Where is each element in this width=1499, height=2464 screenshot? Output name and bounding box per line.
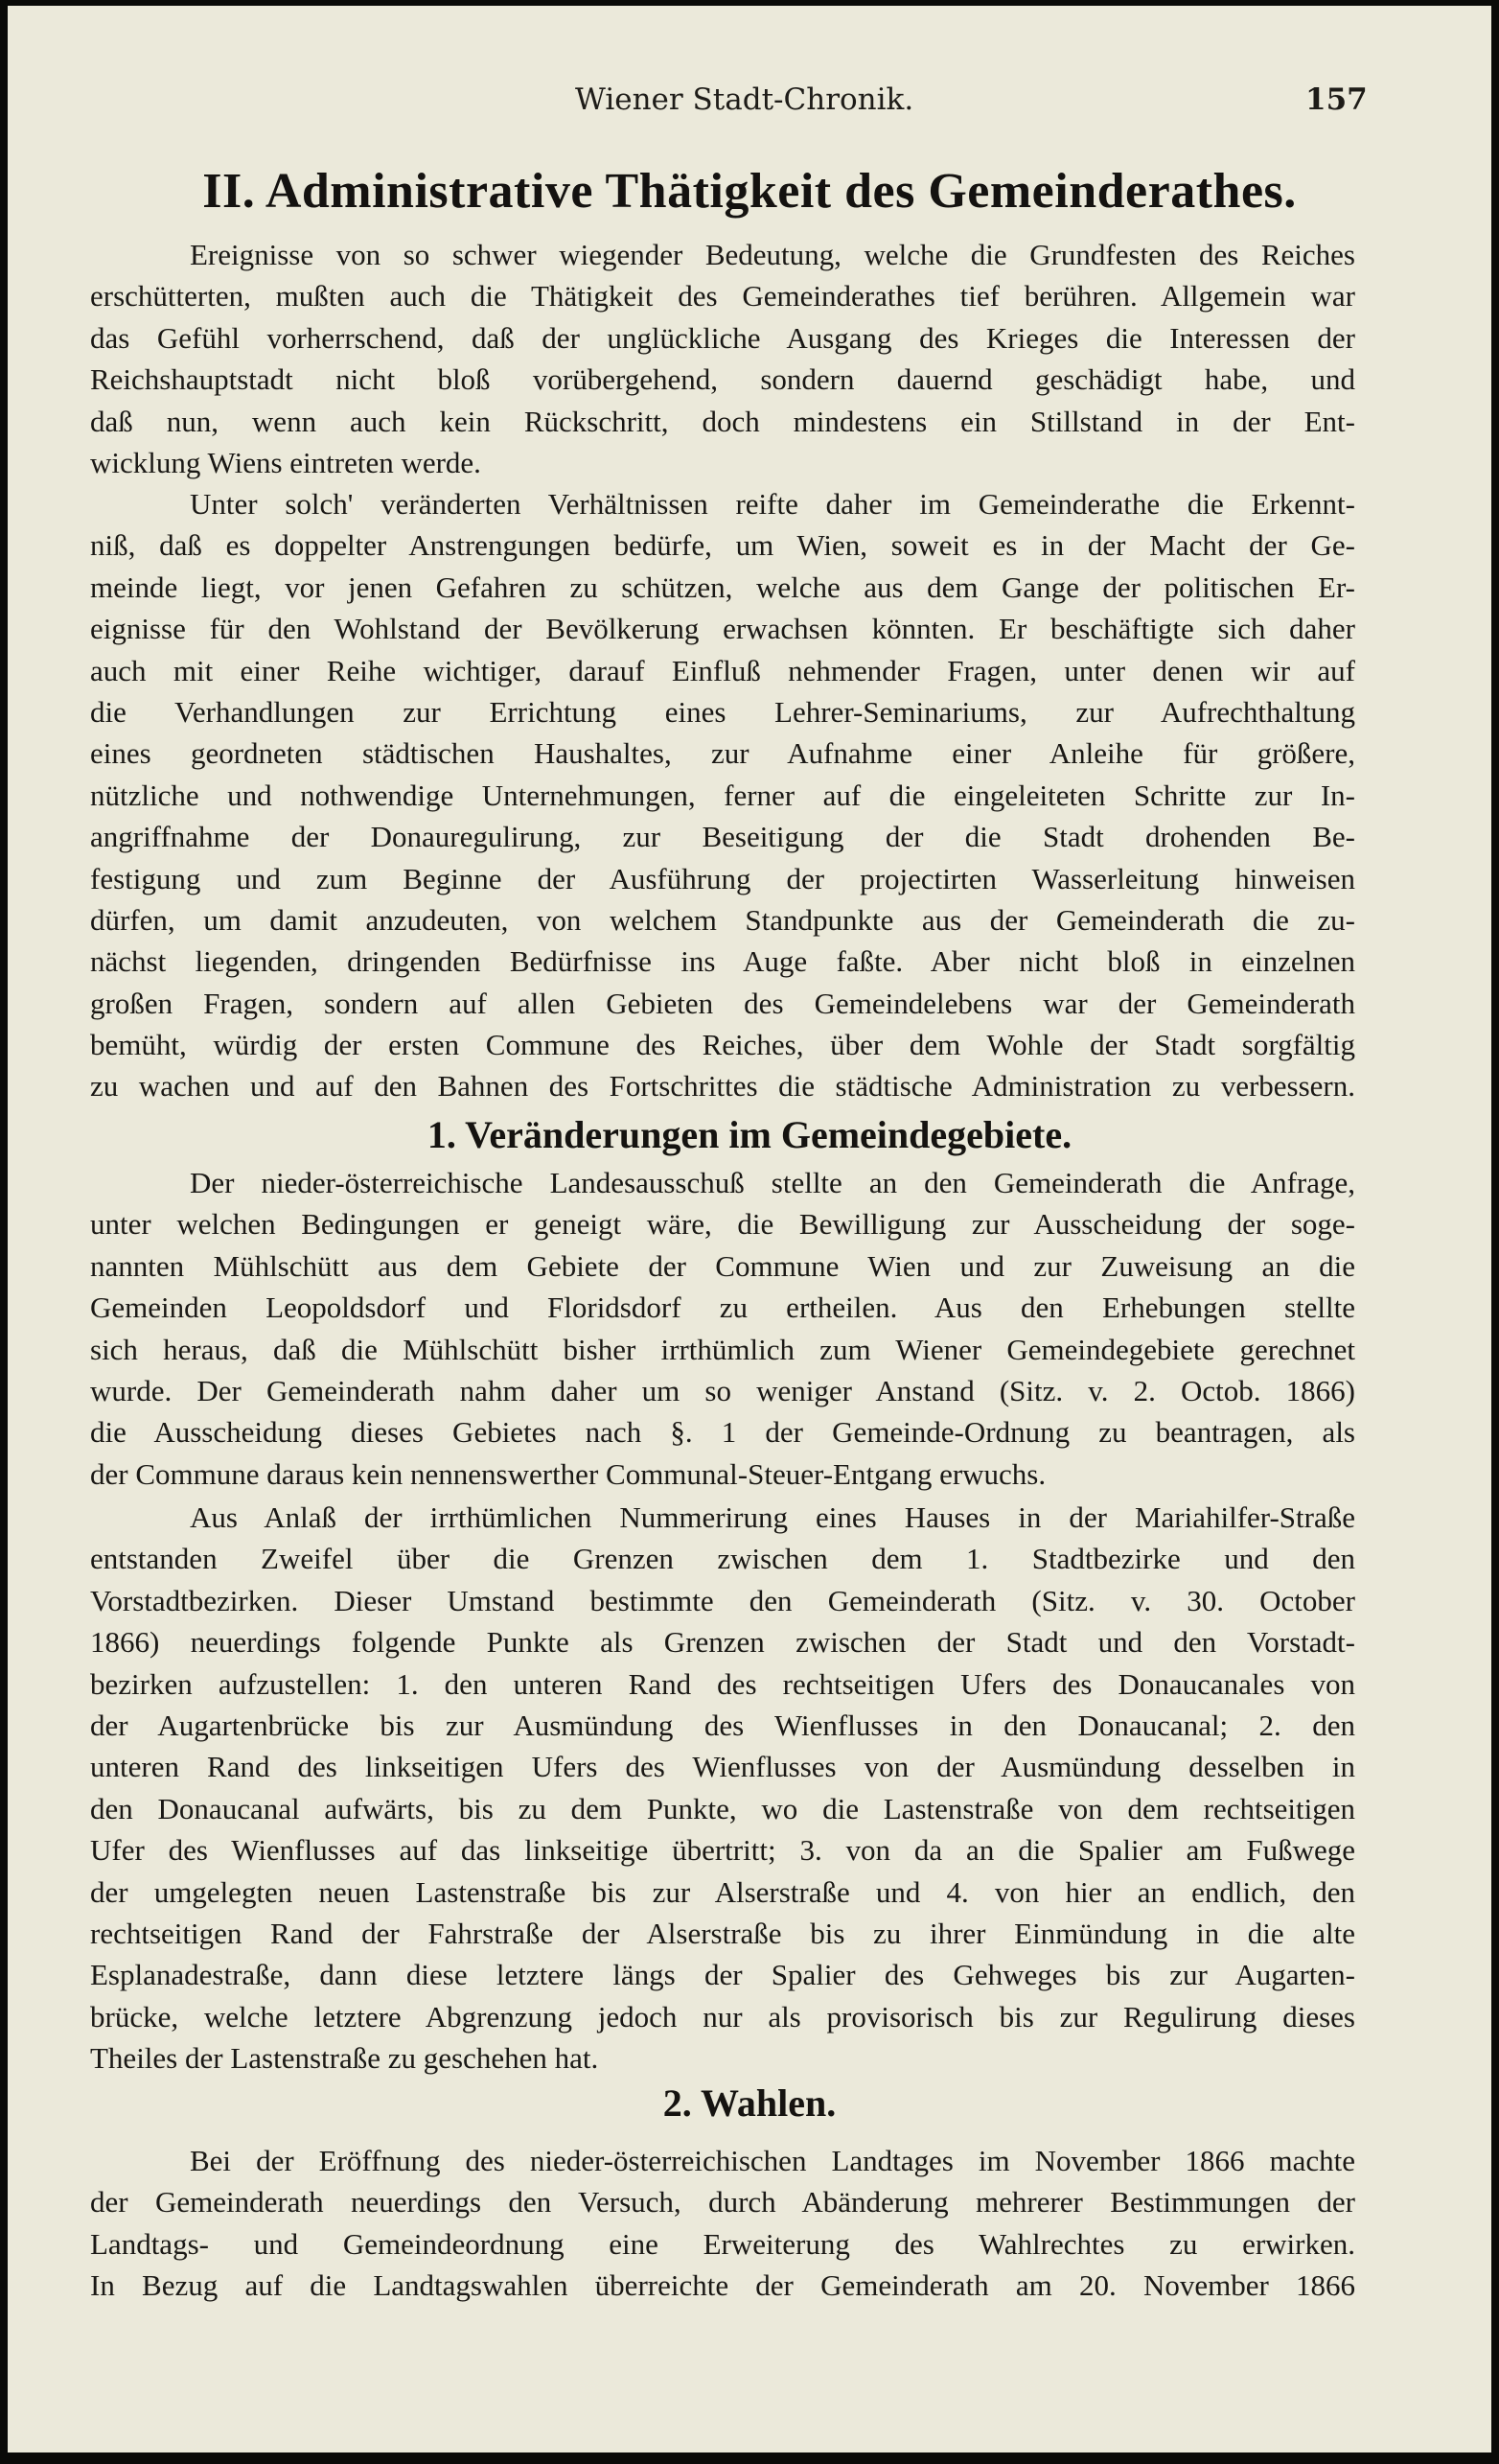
text-line: der umgelegten neuen Lastenstraße bis zur Alserstraße und 4. von hier an endlich, den [90,1874,1355,1909]
paragraph-5 [90,2140,1355,2307]
text-line: wurde. Der Gemeinderath nahm daher um so weniger Anstand (Sitz. v. 2. Octob. 1866) [90,1373,1355,1407]
text-line: unteren Rand des linkseitigen Ufers des Wienflusses von der Ausmündung desselben in [90,1750,1355,1784]
text-line: Aus Anlaß der irrthümlichen Nummerirung eines Hauses in der Mariahilfer-Straße [190,1500,1355,1534]
text-line: Der nieder-österreichische Landesausschuß stellte an den Gemeinderath die Anfrage, [190,1166,1355,1199]
text-line: wicklung Wiens eintreten werde. [90,445,481,479]
text-line: meinde liegt, vor jenen Gefahren zu schützen, welche aus dem Gange der politischen Er- [90,570,1355,604]
text-line: Ereignisse von so schwer wiegender Bedeutung, welche die Grundfesten des Reiches [190,238,1355,271]
section-heading-2: 2. Wahlen. [662,2081,837,2125]
text-line: nannten Mühlschütt aus dem Gebiete der Commune Wien und zur Zuweisung an die [90,1248,1355,1283]
text-line: rechtseitigen Rand der Fahrstraße der Alserstraße bis zu ihrer Einmündung in die alte [90,1916,1355,1950]
text-line: der Augartenbrücke bis zur Ausmündung des Wienflusses in den Donaucanal; 2. den [90,1708,1355,1742]
text-line: festigung und zum Beginne der Ausführung der projectirten Wasserleitung hinweisen [90,861,1355,895]
text-line: zu wachen und auf den Bahnen des Fortschrittes die städtische Administration zu verbessern. [90,1069,1355,1104]
text-line: der Commune daraus kein nennenswerther Communal-Steuer-Entgang erwuchs. [90,1456,1047,1491]
paragraph-4 [90,1497,1355,2079]
text-line: sich heraus, daß die Mühlschütt bisher irrthümlich zum Wiener Gemeindegebiete gerechnet [90,1332,1355,1366]
text-line: die Verhandlungen zur Errichtung eines Lehrer-Seminariums, zur Aufrechthaltung [90,694,1355,729]
text-line: Esplanadestraße, dann diese letztere längs der Spalier des Gehweges bis zur Augarten- [90,1958,1355,1992]
text-line: unter welchen Bedingungen er geneigt wäre, die Bewilligung zur Ausscheidung der soge- [90,1207,1355,1242]
text-line: der Gemeinderath neuerdings den Versuch, durch Abänderung mehrerer Bestimmungen der [90,2185,1355,2220]
text-line: niß, daß es doppelter Anstrengungen bedürfe, um Wien, soweit es in der Macht der Ge- [90,528,1355,563]
text-line: das Gefühl vorherrschend, daß der unglückliche Ausgang des Krieges die Interessen der [90,320,1355,355]
text-line: In Bezug auf die Landtagswahlen überreichte der Gemeinderath am 20. November 1866 [90,2268,1355,2303]
text-line: Ufer des Wienflusses auf das linkseitige übertritt; 3. von da an die Spalier am Fußwege [90,1833,1355,1868]
text-line: bemüht, würdig der ersten Commune des Reiches, über dem Wohle der Stadt sorgfältig [90,1028,1355,1062]
text-line: die Ausscheidung dieses Gebietes nach §. 1 der Gemeinde-Ordnung zu beantragen, als [90,1415,1355,1450]
text-line: dürfen, um damit anzudeuten, von welchem Standpunkte aus der Gemeinderath die zu- [90,902,1355,937]
paragraph-2 [90,483,1355,1107]
text-line: den Donaucanal aufwärts, bis zu dem Punkte, wo die Lastenstraße von dem rechtseitigen [90,1791,1355,1825]
text-line: 1866) neuerdings folgende Punkte als Grenzen zwischen der Stadt und den Vorstadt- [90,1625,1355,1660]
text-line: bezirken aufzustellen: 1. den unteren Rand des rechtseitigen Ufers des Donaucanales von [90,1666,1355,1701]
text-line: Gemeinden Leopoldsdorf und Floridsdorf zu ertheilen. Aus den Erhebungen stellte [90,1290,1355,1325]
text-line: eines geordneten städtischen Haushaltes, zur Aufnahme einer Anleihe für größere, [90,736,1355,771]
text-line: Landtags- und Gemeindeordnung eine Erweiterung des Wahlrechtes zu erwirken. [90,2226,1355,2261]
text-line: angriffnahme der Donauregulirung, zur Beseitigung der die Stadt drohenden Be- [90,820,1355,854]
running-title: Wiener Stadt-Chronik. [575,82,914,117]
text-line: großen Fragen, sondern auf allen Gebieten des Gemeindelebens war der Gemeinderath [90,986,1355,1020]
paragraph-3 [90,1162,1355,1495]
text-line: entstanden Zweifel über die Grenzen zwischen dem 1. Stadtbezirke und den [90,1542,1355,1576]
text-line: Reichshauptstadt nicht bloß vorübergehend, sondern dauernd geschädigt habe, und [90,362,1355,397]
text-line: nützliche und nothwendige Unternehmungen, ferner auf die eingeleiteten Schritte zur In- [90,778,1355,812]
page-number: 157 [1305,82,1368,117]
text-line: Theiles der Lastenstraße zu geschehen hat. [90,2041,599,2076]
text-line: Unter solch' veränderten Verhältnissen reifte daher im Gemeinderathe die Erkennt- [190,487,1355,521]
section-heading-1: 1. Veränderungen im Gemeindegebiete. [427,1113,1072,1156]
text-line: Vorstadtbezirken. Dieser Umstand bestimmte den Gemeinderath (Sitz. v. 30. October [90,1583,1355,1617]
text-line: auch mit einer Reihe wichtiger, darauf Einfluß nehmender Fragen, unter denen wir auf [90,653,1355,687]
text-line: daß nun, wenn auch kein Rückschritt, doch mindestens ein Stillstand in der Ent- [90,404,1355,438]
text-line: erschütterten, mußten auch die Thätigkeit des Gemeinderathes tief berühren. Allgemein war [90,279,1355,314]
text-line: Bei der Eröffnung des nieder-österreichischen Landtages im November 1866 machte [190,2144,1355,2177]
paragraph-1 [90,234,1355,483]
chapter-title: II. Administrative Thätigkeit des Gemeinderathes. [202,164,1297,219]
text-line: nächst liegenden, dringenden Bedürfnisse ins Auge faßte. Aber nicht bloß in einzelnen [90,944,1355,979]
text-line: brücke, welche letztere Abgrenzung jedoch nur als provisorisch bis zur Regulirung dieses [90,1999,1355,2034]
text-line: eignisse für den Wohlstand der Bevölkerung erwachsen könnten. Er beschäftigte sich daher [90,612,1355,646]
